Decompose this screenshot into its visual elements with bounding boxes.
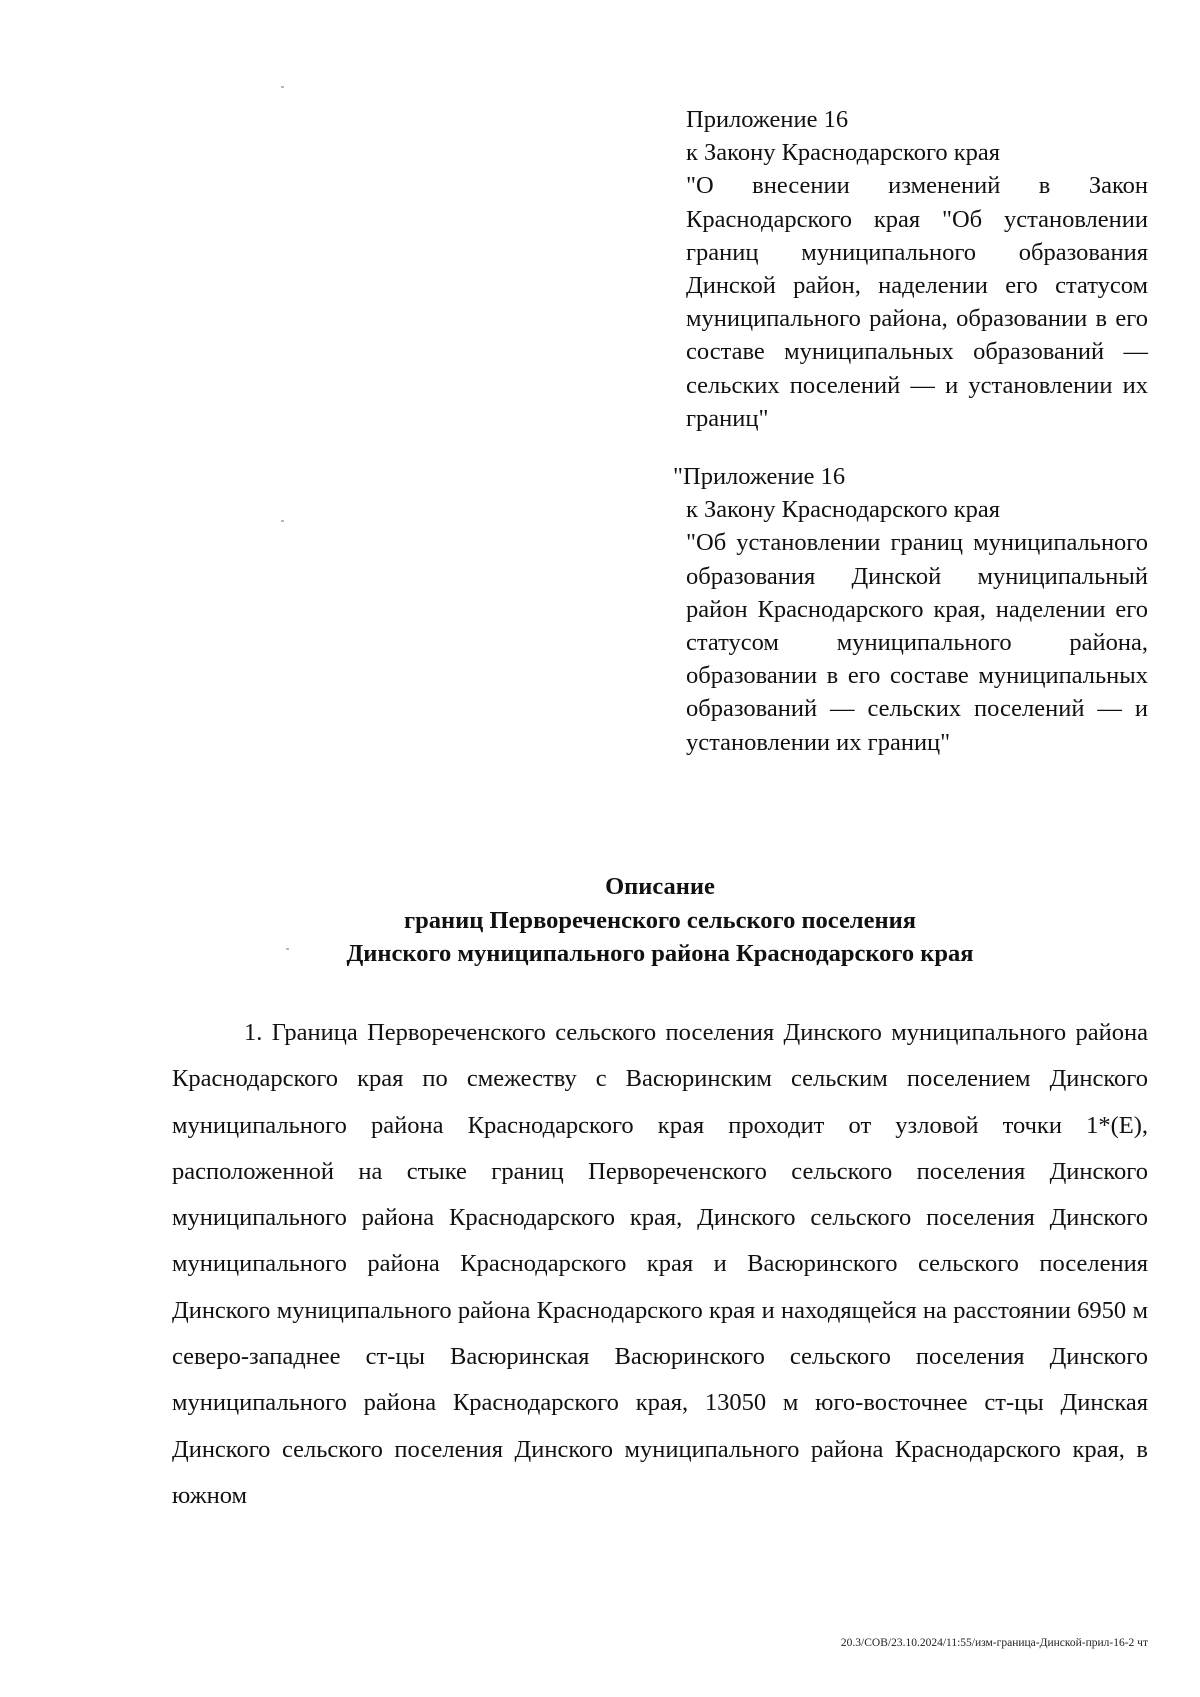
scan-speck bbox=[286, 948, 289, 950]
document-title bbox=[170, 870, 1150, 971]
annex-law-title: "Об установлении границ муниципального образования Динской муниципальный район Краснодарского края, наделении его статусом муниципального района, образовании в его составе муниципальных образований — сельских поселений — и установлении их границ" bbox=[686, 529, 1148, 756]
annex-header-amending bbox=[686, 103, 1148, 435]
scan-speck bbox=[281, 86, 284, 88]
title-line-2: границ Первореченского сельского поселения bbox=[404, 906, 916, 934]
annex-law-title: "О внесении изменений в Закон Краснодарского края "Об установлении границ муниципального образования Динской район, наделении его статусом муниципального района, образовании в его составе муниципальных образований — сельских поселений — и установлении их границ" bbox=[686, 172, 1148, 432]
scan-speck bbox=[281, 520, 284, 522]
body-paragraph-1: 1. Граница Первореченского сельского поселения Динского муниципального района Краснодарского края по смежеству с Васюринским сельским поселением Динского муниципального района Краснодарского края проходит от узловой точки 1*(Е), расположенной на стыке границ Первореченского сельского поселения Динского муниципального района Краснодарского края, Динского сельского поселения Динского муниципального района Краснодарского края и Васюринского сельского поселения Динского муниципального района Краснодарского края и находящейся на расстоянии 6950 м северо-западнее ст-цы Васюринская Васюринского сельского поселения Динского муниципального района Краснодарского края, 13050 м юго-восточнее ст-цы Динская Динского сельского поселения Динского муниципального района Краснодарского края, в южном bbox=[172, 1019, 1148, 1509]
title-line-3: Динского муниципального района Краснодарского края bbox=[346, 940, 974, 967]
annex-to-law: к Закону Краснодарского края bbox=[686, 496, 1001, 524]
annex-heading: "Приложение 16 bbox=[673, 463, 846, 490]
annex-header-new bbox=[673, 460, 1148, 759]
title-line-1: Описание bbox=[605, 873, 715, 900]
annex-to-law: к Закону Краснодарского края bbox=[686, 139, 1001, 167]
footer-file-reference: 20.3/СОВ/23.10.2024/11:55/изм-граница-Динской-прил-16-2 чт bbox=[840, 1637, 1148, 1649]
annex-heading: Приложение 16 bbox=[686, 106, 849, 133]
